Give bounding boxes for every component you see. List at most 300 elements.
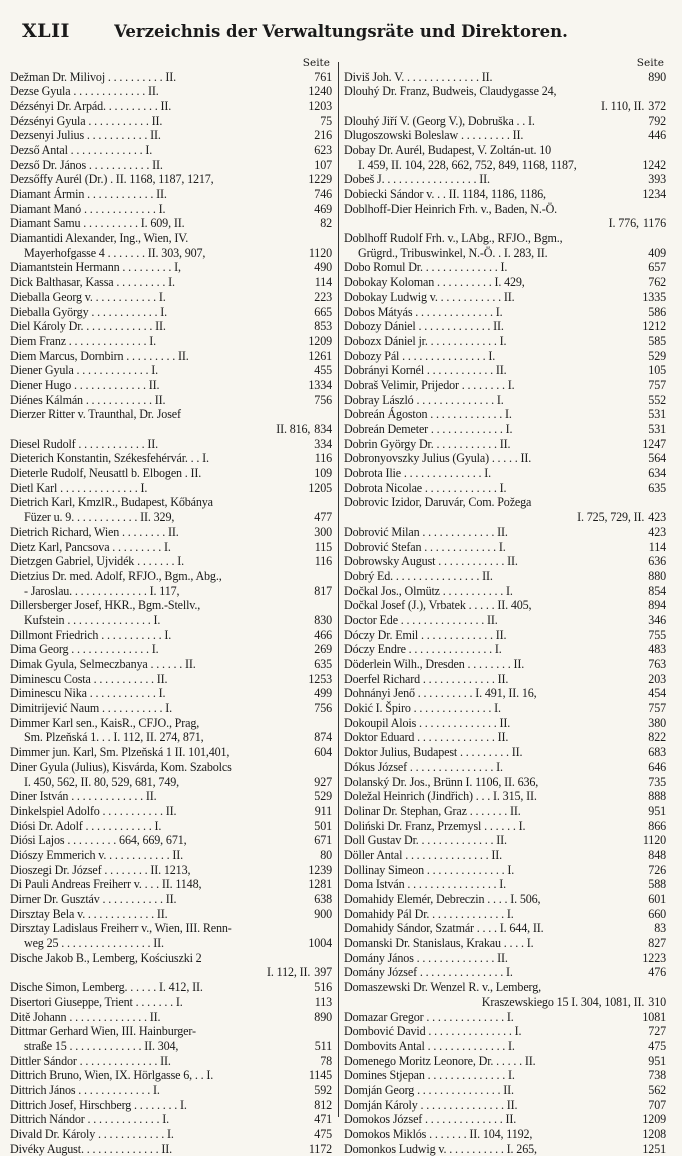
entry-text: Döller Antal . . . . . . . . . . . . . . . II.	[344, 847, 503, 862]
entry-text: Dollinay Simeon . . . . . . . . . . . . . . I.	[344, 862, 515, 877]
entry-text: Domján Georg . . . . . . . . . . . . . . . II.	[344, 1082, 514, 1097]
entry-page: 890	[314, 1009, 332, 1024]
index-entry	[10, 965, 332, 980]
entry-page: 817	[314, 583, 332, 598]
entry-text: Disertori Giuseppe, Trient . . . . . . . I.	[10, 994, 183, 1009]
entry-page: 552	[648, 392, 666, 407]
entry-text: Dombović David . . . . . . . . . . . . . . . I.	[344, 1024, 522, 1039]
entry-text: Dókus József . . . . . . . . . . . . . . . I.	[344, 759, 503, 774]
entry-page: 80	[320, 847, 332, 862]
index-entry	[344, 980, 666, 995]
entry-page: 529	[648, 348, 666, 363]
index-entry	[10, 613, 332, 628]
entry-page: 75	[320, 113, 332, 128]
entry-text: Diamant Samu . . . . . . . . . . I. 609, II.	[10, 216, 185, 231]
entry-page: 203	[648, 671, 666, 686]
seite-label-left: Seite	[302, 57, 330, 69]
entry-text: Dlouhý Jiří V. (Georg V.), Dobruška . . I.	[344, 113, 535, 128]
entry-text: Doma István . . . . . . . . . . . . . . . . I.	[344, 877, 507, 892]
entry-page: 623	[314, 142, 332, 157]
index-entry	[344, 775, 666, 790]
entry-text: Dimmer Karl sen., KaisR., CFJO., Prag,	[10, 715, 200, 730]
entry-page: 1212	[642, 319, 666, 334]
entry-page: 393	[648, 172, 666, 187]
entry-text: Diesel Rudolf . . . . . . . . . . . . II.	[10, 436, 159, 451]
entry-text: Dobrowsky August . . . . . . . . . . . . II.	[344, 554, 518, 569]
entry-page: 269	[314, 642, 332, 657]
index-entry	[344, 378, 666, 393]
entry-text: Domahidy Sándor, Szatmár . . . . I. 644, II.	[344, 921, 544, 936]
entry-page: 588	[648, 877, 666, 892]
entry-page: 638	[314, 892, 332, 906]
entry-text: Dietrich Richard, Wien . . . . . . . . II.	[10, 524, 179, 539]
index-entry	[10, 951, 332, 966]
index-entry	[10, 349, 332, 364]
entry-page: 490	[314, 260, 332, 275]
entry-page: 105	[648, 363, 666, 378]
entry-page: 707	[648, 1097, 666, 1112]
index-entry	[10, 569, 332, 584]
index-entry	[10, 407, 332, 422]
entry-page: 397	[314, 965, 332, 980]
entry-text: II. 816,	[276, 422, 311, 436]
entry-page: 660	[648, 906, 666, 921]
entry-text: Doerfel Richard . . . . . . . . . . . . . II.	[344, 671, 509, 686]
entry-page: 762	[648, 275, 666, 290]
entry-text: Doktor Eduard . . . . . . . . . . . . . . II.	[344, 730, 509, 745]
entry-text: Domján Károly . . . . . . . . . . . . . . . II.	[344, 1097, 518, 1112]
entry-text: Dietz Karl, Pancsova . . . . . . . . . I.	[10, 539, 171, 554]
index-entry	[10, 158, 332, 173]
entry-page	[328, 921, 332, 936]
index-entry	[10, 775, 332, 790]
index-entry	[344, 1083, 666, 1098]
entry-text: Dézsényi Gyula . . . . . . . . . . . II.	[10, 113, 163, 128]
entry-page: 735	[648, 774, 666, 789]
entry-page: 1334	[308, 377, 332, 392]
entry-page: 564	[648, 451, 666, 466]
entry-text: Dobozy Dániel . . . . . . . . . . . . . II.	[344, 319, 504, 334]
entry-page	[662, 84, 666, 99]
entry-page: 927	[314, 774, 332, 789]
entry-page	[662, 495, 666, 510]
entry-text: Domanski Dr. Stanislaus, Krakau . . . . I.	[344, 936, 534, 951]
entry-text: Dirsztay Ladislaus Freiherr v., Wien, III. Renn-	[10, 921, 232, 936]
entry-text: Dežman Dr. Milivoj . . . . . . . . . . II.	[10, 69, 177, 84]
entry-page: 454	[648, 686, 666, 701]
index-entry	[344, 1112, 666, 1127]
entry-page: 475	[314, 1127, 332, 1141]
entry-text: Döderlein Wilh., Dresden . . . . . . . . II.	[344, 657, 525, 671]
entry-text: Dobrý Ed. . . . . . . . . . . . . . . . II.	[344, 568, 493, 583]
index-entry	[344, 260, 666, 275]
entry-page	[328, 951, 332, 966]
index-entry	[344, 202, 666, 217]
entry-page: 1281	[308, 877, 332, 892]
index-entry	[10, 305, 332, 320]
entry-page: 483	[648, 642, 666, 657]
index-entry	[10, 525, 332, 540]
entry-text: Dobay Dr. Aurél, Budapest, V. Zoltán-ut. 10	[344, 142, 552, 157]
entry-page	[662, 980, 666, 995]
entry-text: Diószy Emmerich v. . . . . . . . . . . . II.	[10, 847, 183, 862]
entry-text: Diamantstein Hermann . . . . . . . . . I,	[10, 260, 181, 275]
index-entry	[10, 642, 332, 657]
entry-page: 757	[648, 701, 666, 716]
index-entry	[10, 495, 332, 510]
entry-text: Diamant Manó . . . . . . . . . . . . . I.	[10, 201, 166, 216]
index-entry	[344, 172, 666, 187]
entry-text: Domokos József . . . . . . . . . . . . . . II.	[344, 1112, 517, 1127]
index-entry	[344, 789, 666, 804]
index-entry	[344, 422, 666, 437]
entry-page: 792	[648, 113, 666, 128]
entry-page: 1145	[308, 1068, 332, 1083]
entry-page: 516	[314, 980, 332, 995]
entry-page: 109	[314, 466, 332, 481]
entry-page: 471	[314, 1112, 332, 1127]
entry-text: Dolinar Dr. Stephan, Graz . . . . . . . II.	[344, 803, 521, 818]
entry-page	[328, 569, 332, 584]
index-entry	[10, 540, 332, 555]
index-entry	[10, 598, 332, 613]
index-entry	[10, 1068, 332, 1083]
index-entry	[344, 1010, 666, 1025]
entry-text: Dick Balthasar, Kassa . . . . . . . . . I.	[10, 275, 175, 290]
index-entry	[344, 863, 666, 878]
entry-text: Domazar Gregor . . . . . . . . . . . . . . I.	[344, 1009, 514, 1024]
entry-page: 300	[314, 524, 332, 539]
entry-page: 562	[648, 1082, 666, 1097]
entry-text: Dobrányi Kornél . . . . . . . . . . . . II.	[344, 363, 507, 378]
entry-text: I. 110, II.	[601, 98, 645, 113]
index-entry	[10, 892, 332, 907]
index-entry	[10, 231, 332, 246]
entry-page	[328, 1024, 332, 1039]
entry-page: 636	[648, 554, 666, 569]
entry-text: Dittler Sándor . . . . . . . . . . . . . . II.	[10, 1053, 171, 1068]
entry-text: Dobronyovszky Julius (Gyula) . . . . . II.	[344, 451, 532, 466]
index-entry	[10, 1054, 332, 1069]
entry-text: Dezső Dr. János . . . . . . . . . . . II.	[10, 157, 163, 172]
entry-text: Dezsőffy Aurél (Dr.) . II. 1168, 1187, 1217,	[10, 172, 214, 187]
entry-text: Diner István . . . . . . . . . . . . . II.	[10, 789, 157, 804]
entry-page: 380	[648, 715, 666, 730]
entry-page: 854	[648, 583, 666, 598]
entry-text: Diel Károly Dr. . . . . . . . . . . . . II.	[10, 319, 166, 334]
page-title: Verzeichnis der Verwaltungsräte und Direktoren.	[114, 22, 568, 41]
entry-text: I. 725, 729, II.	[577, 510, 645, 525]
entry-text: Dierzer Ritter v. Traunthal, Dr. Josef	[10, 407, 181, 422]
entry-page: 455	[314, 363, 332, 378]
index-entry	[344, 1024, 666, 1039]
entry-text: Dittrich Josef, Hirschberg . . . . . . . . I.	[10, 1097, 187, 1112]
index-entry	[344, 701, 666, 716]
entry-text: Dieballa György . . . . . . . . . . . . I.	[10, 304, 168, 319]
entry-page: 890	[648, 69, 666, 84]
entry-text: Diósi Lajos . . . . . . . . . 664, 669, 671,	[10, 833, 187, 848]
entry-page: 475	[648, 1038, 666, 1053]
index-entry	[10, 290, 332, 305]
entry-page: 423	[648, 510, 666, 525]
entry-text: Dieballa Georg v. . . . . . . . . . . . I.	[10, 289, 166, 304]
index-entry	[344, 216, 666, 231]
entry-text: Dočkal Josef (J.), Vrbatek . . . . . II. 405,	[344, 598, 532, 613]
entry-text: Dietzius Dr. med. Adolf, RFJO., Bgm., Abg.,	[10, 568, 222, 583]
entry-text: Dima Georg . . . . . . . . . . . . . . I.	[10, 642, 159, 657]
entry-text: Doll Gustav Dr. . . . . . . . . . . . . . II.	[344, 833, 507, 848]
entry-text: - Jaroslau. . . . . . . . . . . . . . I. 117,	[24, 583, 180, 598]
index-entry	[344, 907, 666, 922]
entry-page	[328, 407, 332, 422]
entry-text: Dillersberger Josef, HKR., Bgm.-Stellv.,	[10, 598, 201, 613]
entry-text: Füzer u. 9. . . . . . . . . . . . II. 329,	[24, 510, 175, 525]
index-entry	[10, 804, 332, 819]
entry-text: Doctor Ede . . . . . . . . . . . . . . . II.	[344, 612, 498, 627]
entry-text: Dezsenyi Julius . . . . . . . . . . . II.	[10, 128, 161, 143]
entry-text: Divéky August. . . . . . . . . . . . . . II.	[10, 1141, 173, 1156]
entry-text: Dieterich Konstantin, Székesfehérvár. . . I.	[10, 451, 209, 466]
index-entry	[344, 525, 666, 540]
entry-page: 834	[314, 422, 332, 436]
index-entry	[344, 540, 666, 555]
entry-text: Diminescu Nika . . . . . . . . . . . . I.	[10, 686, 166, 701]
index-entry	[344, 1098, 666, 1113]
entry-page: 1240	[308, 84, 332, 99]
index-entry	[10, 187, 332, 202]
entry-text: Dombovits Antal . . . . . . . . . . . . . . I.	[344, 1038, 515, 1053]
entry-page	[328, 716, 332, 731]
entry-page: 223	[314, 289, 332, 304]
index-entry	[344, 554, 666, 569]
entry-page: 115	[314, 539, 332, 554]
entry-page: 1239	[308, 862, 332, 877]
entry-text: Doblhoff-Dier Heinrich Frh. v., Baden, N.-Ö.	[344, 201, 558, 216]
entry-text: Diviš Joh. V. . . . . . . . . . . . . . II.	[344, 69, 493, 84]
entry-text: Dobozy Pál . . . . . . . . . . . . . . . I.	[344, 348, 496, 363]
entry-page: 900	[314, 906, 332, 921]
index-entry	[344, 877, 666, 892]
entry-text: Dimitrijević Naum . . . . . . . . . . . I.	[10, 701, 172, 716]
entry-text: Domány János . . . . . . . . . . . . . . II.	[344, 950, 508, 965]
entry-text: Dobraš Velimir, Prijedor . . . . . . . . I.	[344, 377, 515, 392]
index-entry	[344, 745, 666, 760]
index-entry	[344, 686, 666, 701]
entry-page: 531	[648, 422, 666, 436]
entry-page: 880	[648, 568, 666, 583]
entry-page: 372	[648, 98, 666, 113]
index-entry	[344, 819, 666, 834]
entry-page: 761	[314, 69, 332, 84]
entry-text: Dobrota Nicolae . . . . . . . . . . . . . I.	[344, 480, 507, 495]
entry-text: Di Pauli Andreas Freiherr v. . . . II. 1148,	[10, 877, 202, 892]
left-column	[10, 58, 332, 1156]
entry-page: 1209	[308, 333, 332, 348]
index-entry	[344, 437, 666, 452]
entry-page: 756	[314, 701, 332, 716]
entry-text: Dóczy Dr. Emil . . . . . . . . . . . . . II.	[344, 627, 507, 642]
entry-text: Dische Simon, Lemberg. . . . . . I. 412, II.	[10, 980, 203, 995]
index-entry	[10, 819, 332, 834]
entry-page: 853	[314, 319, 332, 334]
entry-text: Domaszewski Dr. Wenzel R. v., Lemberg,	[344, 980, 541, 995]
entry-text: Dirsztay Bela v. . . . . . . . . . . . . II.	[10, 906, 168, 921]
entry-text: straße 15 . . . . . . . . . . . . . II. 304,	[24, 1038, 179, 1053]
entry-page: 469	[314, 201, 332, 216]
index-entry	[10, 393, 332, 408]
index-entry	[10, 863, 332, 878]
entry-text: Dittmar Gerhard Wien, III. Hainburger-	[10, 1024, 196, 1039]
entry-page: 409	[648, 245, 666, 260]
entry-page	[328, 495, 332, 510]
index-entry	[10, 730, 332, 745]
entry-text: Dokoupil Alois . . . . . . . . . . . . . . II.	[344, 715, 511, 730]
entry-page	[328, 760, 332, 775]
entry-page: 683	[648, 745, 666, 760]
index-entry	[10, 936, 332, 951]
entry-page: 888	[648, 789, 666, 804]
index-entry	[344, 951, 666, 966]
entry-page: 822	[648, 730, 666, 745]
entry-text: Diminescu Costa . . . . . . . . . . . II.	[10, 671, 168, 686]
entry-text: Kufstein . . . . . . . . . . . . . . . I.	[24, 612, 161, 627]
entry-text: Divald Dr. Károly . . . . . . . . . . . . I.	[10, 1127, 174, 1141]
index-entry	[344, 1142, 666, 1156]
entry-page: 738	[648, 1068, 666, 1083]
index-entry	[344, 995, 666, 1010]
entry-page: 466	[314, 627, 332, 642]
entry-page: 511	[314, 1038, 332, 1053]
entry-page: 592	[314, 1082, 332, 1097]
entry-page: 746	[314, 187, 332, 201]
entry-text: Dobrović Milan . . . . . . . . . . . . . II.	[344, 524, 508, 539]
index-entry	[10, 466, 332, 481]
entry-page: 1242	[642, 157, 666, 172]
entry-page: 529	[314, 789, 332, 804]
entry-text: Domokos Miklós . . . . . . . II. 104, 1192,	[344, 1127, 533, 1141]
entry-text: Diénes Kálmán . . . . . . . . . . . . II.	[10, 392, 166, 407]
entry-page: 657	[648, 260, 666, 275]
entry-page	[328, 598, 332, 613]
entry-text: I. 112, II.	[267, 965, 311, 980]
index-entry	[10, 833, 332, 848]
entry-page: 1251	[642, 1141, 666, 1156]
index-entry	[10, 437, 332, 452]
index-entry	[10, 848, 332, 863]
index-entry	[10, 246, 332, 261]
index-entry	[344, 642, 666, 657]
index-entry	[344, 495, 666, 510]
entry-text: Dobrović Stefan . . . . . . . . . . . . . I.	[344, 539, 506, 554]
index-entry	[344, 187, 666, 202]
index-entry	[344, 628, 666, 643]
entry-page: 1081	[642, 1009, 666, 1024]
index-entry	[10, 216, 332, 231]
index-entry	[10, 128, 332, 143]
index-entry	[344, 848, 666, 863]
entry-text: Dézsényi Dr. Arpád. . . . . . . . . . II.	[10, 98, 172, 113]
entry-text: Dobreán Demeter . . . . . . . . . . . . . I.	[344, 422, 513, 436]
entry-page: 635	[648, 480, 666, 495]
entry-page: 1223	[642, 950, 666, 965]
index-entry	[344, 965, 666, 980]
index-entry	[344, 99, 666, 114]
entry-page: 1229	[308, 172, 332, 187]
entry-text: Diner Gyula (Julius), Kisvárda, Kom. Szabolcs	[10, 759, 232, 774]
index-entry	[10, 70, 332, 85]
entry-page: 501	[314, 818, 332, 833]
entry-page: 1335	[642, 289, 666, 304]
entry-text: Dezső Antal . . . . . . . . . . . . . I.	[10, 142, 153, 157]
entry-text: Diósi Dr. Adolf . . . . . . . . . . . . I.	[10, 818, 162, 833]
entry-page: 1172	[308, 1141, 332, 1156]
index-entry	[344, 1127, 666, 1142]
index-entry	[10, 334, 332, 349]
index-entry	[344, 833, 666, 848]
entry-text: Doblhoff Rudolf Frh. v., LAbg., RFJO., Bgm.,	[344, 231, 563, 246]
index-entry	[10, 907, 332, 922]
entry-text: Dobray László . . . . . . . . . . . . . . I.	[344, 392, 504, 407]
entry-page: 727	[648, 1024, 666, 1039]
entry-text: Sm. Plzeňská 1. . . I. 112, II. 274, 871,	[24, 730, 204, 745]
index-entry	[344, 1054, 666, 1069]
entry-page: 477	[314, 510, 332, 525]
index-entry	[344, 231, 666, 246]
entry-page: 346	[648, 612, 666, 627]
entry-text: Diem Franz . . . . . . . . . . . . . . I.	[10, 333, 157, 348]
entry-text: Dietzgen Gabriel, Ujvidék . . . . . . . I.	[10, 554, 185, 569]
entry-page: 755	[648, 627, 666, 642]
index-entry	[10, 584, 332, 599]
entry-text: Dobreán Ágoston . . . . . . . . . . . . . I.	[344, 407, 512, 422]
entry-text: Doktor Julius, Budapest . . . . . . . . . II.	[344, 745, 523, 760]
index-entry	[344, 1068, 666, 1083]
entry-text: Dittrich Bruno, Wien, IX. Hörlgasse 6, . . I.	[10, 1068, 214, 1083]
index-entry	[10, 921, 332, 936]
entry-text: Dioszegi Dr. József . . . . . . . . II. 1213,	[10, 862, 191, 877]
index-entry	[344, 760, 666, 775]
index-entry	[344, 393, 666, 408]
entry-text: Dinkelspiel Adolfo . . . . . . . . . . . II.	[10, 803, 177, 818]
entry-text: Diener Hugo . . . . . . . . . . . . . II.	[10, 377, 160, 392]
entry-page: 911	[314, 803, 332, 818]
index-entry	[344, 672, 666, 687]
entry-text: Dobiecki Sándor v. . . II. 1184, 1186, 1186,	[344, 187, 546, 201]
entry-text: Dočkal Jos., Olmütz . . . . . . . . . . . I.	[344, 583, 513, 598]
index-entry	[344, 407, 666, 422]
entry-page: 604	[314, 745, 332, 760]
index-entry	[344, 143, 666, 158]
entry-page: 634	[648, 466, 666, 481]
entry-text: Domahidy Pál Dr. . . . . . . . . . . . . . I.	[344, 906, 514, 921]
right-column	[344, 58, 666, 1156]
entry-page: 1205	[308, 480, 332, 495]
entry-page: 756	[314, 392, 332, 407]
entry-page: 1209	[642, 1112, 666, 1127]
index-entry	[10, 745, 332, 760]
index-entry	[10, 657, 332, 672]
index-entry	[344, 128, 666, 143]
entry-page: 726	[648, 862, 666, 877]
index-entry	[10, 554, 332, 569]
index-entry	[10, 1083, 332, 1098]
index-entry	[10, 672, 332, 687]
index-entry	[344, 84, 666, 99]
index-entry	[10, 789, 332, 804]
entry-page	[662, 143, 666, 158]
entry-text: Dohnányi Jenő . . . . . . . . . . I. 491, II. 16,	[344, 686, 537, 701]
index-entry	[344, 158, 666, 173]
